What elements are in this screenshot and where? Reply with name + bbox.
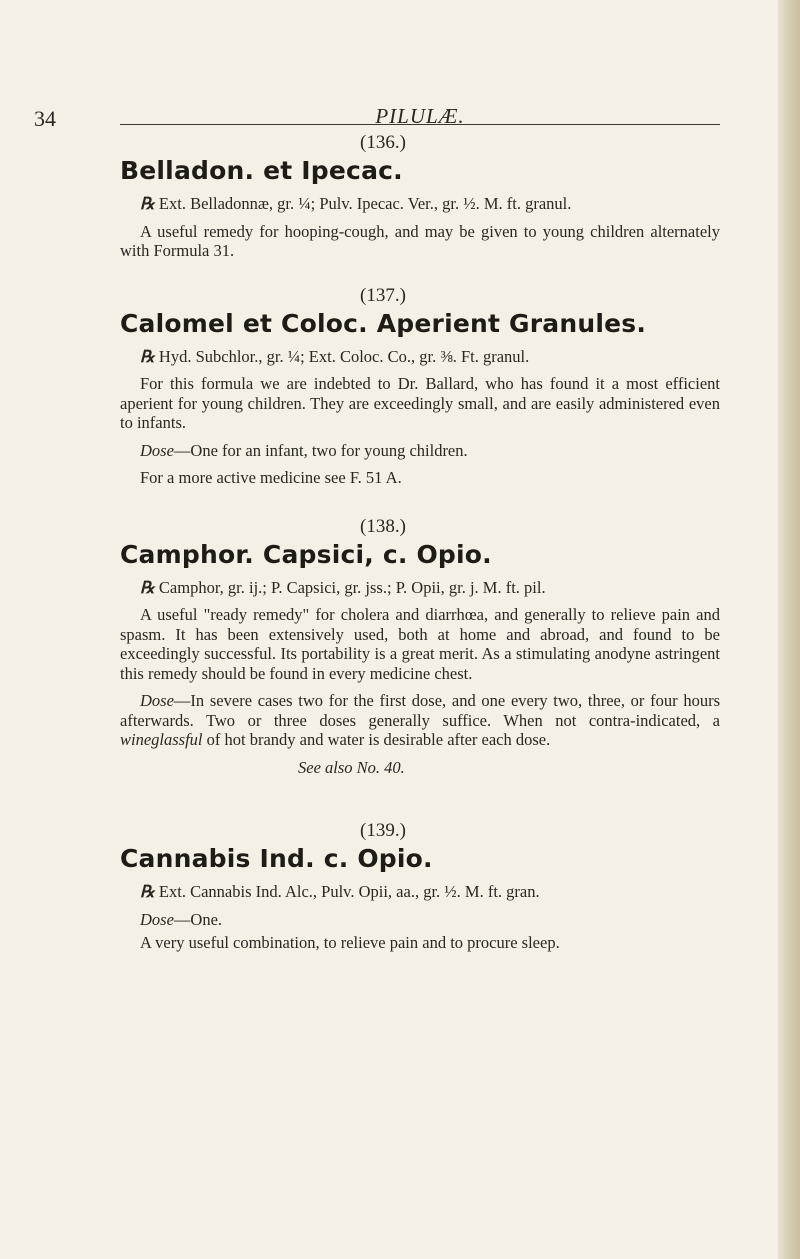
description-paragraph: A useful remedy for hooping-cough, and may be given to young children alternately with Formula 31. <box>120 221 720 260</box>
dose-label: Dose <box>140 909 174 929</box>
formula-number: (139.) <box>360 820 406 841</box>
formula-entry-138 <box>120 516 720 778</box>
see-also-reference: See also No. 40. <box>298 757 405 777</box>
dose-emphasis: wineglassful <box>120 730 203 749</box>
formula-entry-137 <box>120 285 720 488</box>
formula-number: (136.) <box>360 132 406 153</box>
formula-number: (137.) <box>360 284 406 306</box>
dose-line <box>120 441 720 461</box>
dose-text-end: of hot brandy and water is desirable after each dose. <box>202 730 551 749</box>
dose-text: —One. <box>173 909 223 929</box>
description-paragraph: A useful "ready remedy" for cholera and diarrhœa, and generally to relieve pain and spasm. It has been extensively used, both at home and abroad, and found to be exceedingly successful. Its portability is a great merit. As a stimulating anodyne astringent this remedy should be found in every medicine chest. <box>120 605 720 683</box>
recipe-symbol-icon: ℞ <box>140 194 155 213</box>
prescription-text: Hyd. Subchlor., gr. ¼; Ext. Coloc. Co., gr. ⅜. Ft. granul. <box>158 346 530 366</box>
prescription-text: Camphor, gr. ij.; P. Capsici, gr. jss.; P. Opii, gr. j. M. ft. pil. <box>158 577 546 597</box>
prescription-line <box>120 194 720 214</box>
formula-entry-139 <box>120 820 720 953</box>
running-head <box>34 88 720 131</box>
dose-paragraph <box>120 691 720 750</box>
description-paragraph: A very useful combination, to relieve pain and to procure sleep. <box>140 933 560 952</box>
prescription-text: Ext. Cannabis Ind. Alc., Pulv. Opii, aa., gr. ½. M. ft. gran. <box>158 882 540 901</box>
formula-title: Calomel et Coloc. Aperient Granules. <box>120 308 647 338</box>
formula-title: Cannabis Ind. c. Opio. <box>120 844 433 873</box>
formula-title: Camphor. Capsici, c. Opio. <box>120 539 492 569</box>
prescription-line <box>120 578 720 598</box>
page-number: 34 <box>34 106 56 131</box>
book-page <box>34 88 720 961</box>
description-paragraph: For this formula we are indebted to Dr. Ballard, who has found it a most efficient aperient for young children. They are exceedingly small, and are easily administered even to infants. <box>120 374 720 432</box>
cross-reference-note: For a more active medicine see F. 51 A. <box>140 468 402 487</box>
formula-entry-136 <box>120 132 720 261</box>
formula-title: Belladon. et Ipecac. <box>120 156 403 185</box>
dose-label: Dose <box>140 440 174 460</box>
dose-label: Dose <box>140 691 174 710</box>
recipe-symbol-icon: ℞ <box>140 346 155 366</box>
running-title: PILULÆ. <box>375 104 465 128</box>
page-edge-shadow <box>778 0 800 1259</box>
recipe-symbol-icon: ℞ <box>140 882 155 901</box>
prescription-line <box>120 347 720 367</box>
dose-text: —One for an infant, two for young children. <box>173 440 468 460</box>
prescription-text: Ext. Belladonnæ, gr. ¼; Pulv. Ipecac. Ver., gr. ½. M. ft. granul. <box>158 194 572 213</box>
recipe-symbol-icon: ℞ <box>140 577 155 597</box>
dose-line <box>120 910 720 930</box>
formula-number: (138.) <box>360 515 406 537</box>
prescription-line <box>120 882 720 902</box>
dose-text: —In severe cases two for the first dose, and one every two, three, or four hours afterwards. Two or three doses generally suffice. When not contra-indicated, a <box>120 691 720 730</box>
